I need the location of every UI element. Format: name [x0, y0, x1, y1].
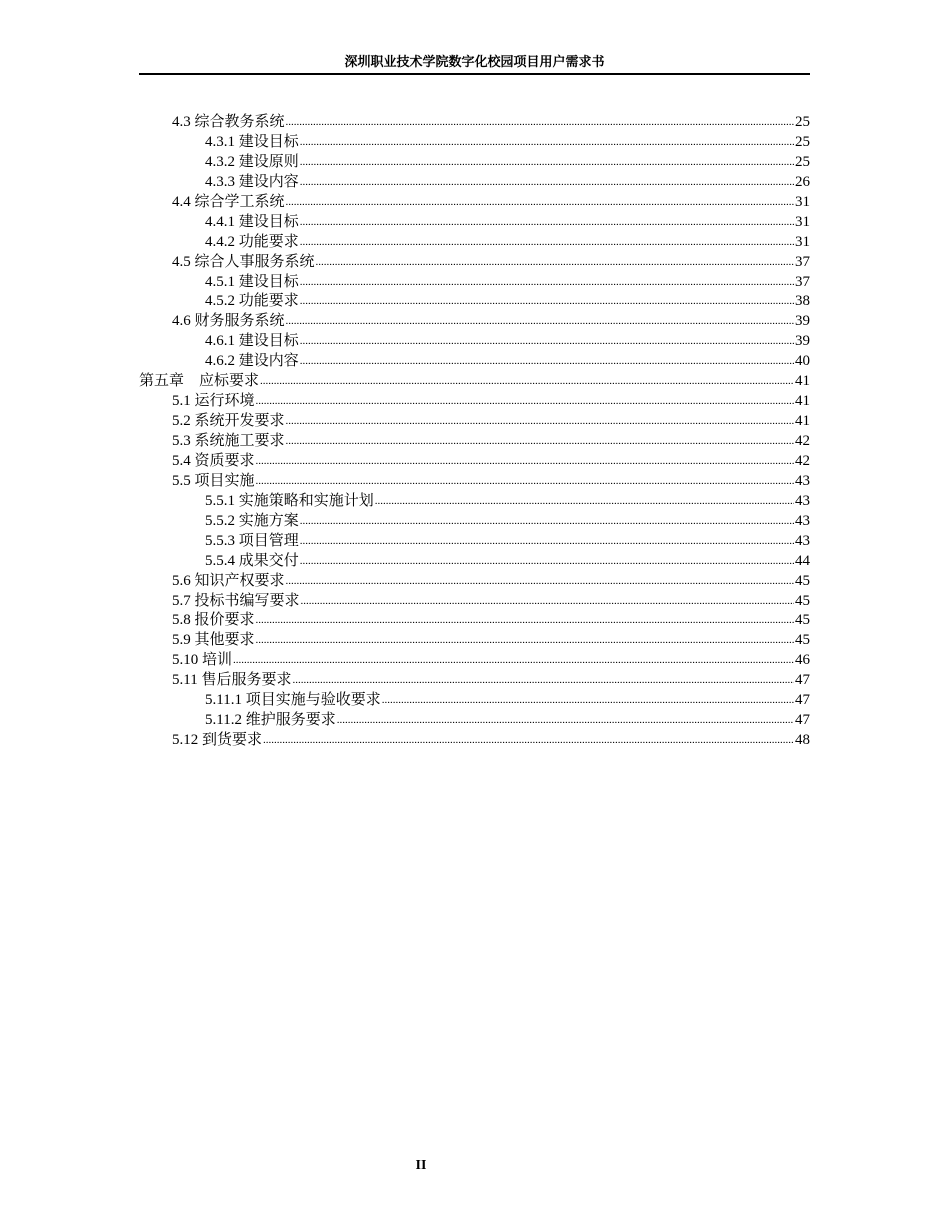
- toc-entry-title: 5.4 资质要求: [172, 452, 255, 469]
- toc-entry[interactable]: [139, 213, 810, 233]
- toc-entry[interactable]: [139, 611, 810, 631]
- toc-entry-page: 43: [795, 512, 810, 529]
- toc-entry[interactable]: [139, 412, 810, 432]
- toc-entry[interactable]: [139, 512, 810, 532]
- toc-dot-leader: [286, 312, 794, 332]
- toc-entry-page: 41: [795, 393, 810, 410]
- toc-entry-page: 41: [795, 373, 810, 390]
- toc-entry-title: 5.3 系统施工要求: [172, 433, 285, 449]
- toc-entry[interactable]: [139, 711, 810, 731]
- toc-entry-title: 4.4.1 建设目标: [205, 213, 299, 230]
- toc-entry-page: 47: [795, 672, 810, 689]
- toc-entry[interactable]: [139, 472, 810, 492]
- toc-entry-title: 5.5.4 成果交付: [205, 552, 299, 569]
- toc-entry-page: 31: [795, 213, 810, 230]
- toc-dot-leader: [300, 173, 794, 193]
- toc-entry[interactable]: [139, 532, 810, 552]
- toc-dot-leader: [256, 392, 794, 412]
- toc-entry-title: 5.6 知识产权要求: [172, 572, 285, 589]
- toc-dot-leader: [286, 432, 794, 452]
- toc-entry-page: 45: [795, 632, 810, 649]
- toc-dot-leader: [375, 492, 794, 512]
- toc-entry[interactable]: [139, 153, 810, 173]
- document-title: 深圳职业技术学院数字化校园项目用户需求书: [344, 55, 605, 70]
- toc-entry-page: 43: [795, 472, 810, 489]
- toc-entry-title: 5.11.2 维护服务要求: [205, 712, 336, 729]
- toc-entry-page: 39: [795, 333, 810, 350]
- toc-dot-leader: [286, 572, 794, 592]
- toc-entry-title: 4.5 综合人事服务系统: [172, 253, 315, 270]
- toc-entry-page: 37: [795, 273, 810, 290]
- toc-entry-page: 41: [795, 413, 810, 430]
- toc-entry-title: 4.3.2 建设原则: [205, 153, 299, 170]
- toc-entry-title: 5.11.1 项目实施与验收要求: [205, 692, 381, 709]
- toc-dot-leader: [301, 592, 794, 612]
- toc-entry[interactable]: [139, 452, 810, 472]
- toc-entry-page: 25: [795, 114, 810, 130]
- toc-dot-leader: [300, 213, 794, 233]
- toc-entry-page: 31: [795, 233, 810, 250]
- toc-entry[interactable]: [139, 631, 810, 651]
- toc-entry[interactable]: [139, 233, 810, 253]
- toc-entry-page: 48: [795, 732, 810, 749]
- toc-entry[interactable]: [139, 113, 810, 133]
- toc-entry[interactable]: [139, 392, 810, 412]
- toc-entry-title: 5.5.2 实施方案: [205, 512, 299, 529]
- toc-entry[interactable]: [139, 691, 810, 711]
- toc-entry-page: 46: [795, 652, 810, 669]
- toc-entry[interactable]: [139, 133, 810, 153]
- toc-entry-title: 4.3 综合教务系统: [172, 114, 285, 130]
- toc-entry[interactable]: [139, 651, 810, 671]
- toc-entry-page: 43: [795, 492, 810, 509]
- toc-entry[interactable]: [139, 332, 810, 352]
- toc-dot-leader: [300, 273, 794, 293]
- toc-entry[interactable]: [139, 572, 810, 592]
- toc-dot-leader: [286, 113, 794, 133]
- toc-entry[interactable]: [139, 552, 810, 572]
- toc-entry[interactable]: [139, 273, 810, 293]
- toc-dot-leader: [260, 372, 794, 392]
- toc-entry-title: 5.8 报价要求: [172, 612, 255, 629]
- toc-dot-leader: [256, 452, 794, 472]
- toc-dot-leader: [300, 532, 794, 552]
- page-number: II: [415, 1158, 427, 1173]
- page-header: [139, 55, 810, 75]
- toc-entry-title: 5.5.3 项目管理: [205, 532, 299, 549]
- toc-entry-title: 5.7 投标书编写要求: [172, 592, 300, 609]
- toc-entry-page: 38: [795, 293, 810, 310]
- toc-dot-leader: [300, 133, 794, 153]
- toc-entry[interactable]: [139, 193, 810, 213]
- toc-entry-title: 5.1 运行环境: [172, 393, 255, 410]
- toc-entry-title: 5.5 项目实施: [172, 472, 255, 489]
- toc-entry-page: 44: [795, 552, 810, 569]
- toc-entry[interactable]: [139, 372, 810, 392]
- toc-entry-title: 4.4.2 功能要求: [205, 233, 299, 250]
- toc-entry-page: 25: [795, 133, 810, 150]
- toc-entry-page: 40: [795, 353, 810, 370]
- toc-entry[interactable]: [139, 312, 810, 332]
- toc-dot-leader: [256, 631, 794, 651]
- toc-entry-page: 45: [795, 612, 810, 629]
- toc-entry-title: 5.2 系统开发要求: [172, 413, 285, 430]
- toc-entry[interactable]: [139, 173, 810, 193]
- toc-entry-page: 26: [795, 173, 810, 190]
- toc-dot-leader: [300, 332, 794, 352]
- toc-dot-leader: [382, 691, 794, 711]
- toc-entry-page: 47: [795, 692, 810, 709]
- toc-dot-leader: [286, 193, 794, 213]
- toc-entry-page: 42: [795, 452, 810, 469]
- toc-entry-title: 4.6 财务服务系统: [172, 313, 285, 330]
- toc-entry-title: 4.5.2 功能要求: [205, 293, 299, 310]
- toc-entry-title: 第五章 应标要求: [139, 373, 260, 390]
- toc-dot-leader: [292, 671, 794, 691]
- toc-entry[interactable]: [139, 352, 810, 372]
- toc-entry[interactable]: [139, 731, 810, 751]
- toc-dot-leader: [300, 153, 794, 173]
- toc-entry-title: 5.9 其他要求: [172, 632, 255, 649]
- toc-entry-title: 4.6.2 建设内容: [205, 353, 299, 370]
- toc-dot-leader: [286, 412, 794, 432]
- toc-entry-title: 4.3.3 建设内容: [205, 173, 299, 190]
- toc-entry-page: 37: [795, 253, 810, 270]
- toc-entry-page: 45: [795, 572, 810, 589]
- toc-entry[interactable]: [139, 671, 810, 691]
- toc-entry[interactable]: [139, 432, 810, 452]
- toc-entry-title: 4.3.1 建设目标: [205, 133, 299, 150]
- toc-entry-title: 4.5.1 建设目标: [205, 273, 299, 290]
- toc-entry[interactable]: [139, 592, 810, 612]
- toc-entry-page: 47: [795, 712, 810, 729]
- toc-entry[interactable]: [139, 253, 810, 273]
- toc-entry-title: 5.10 培训: [172, 652, 233, 669]
- toc-entry[interactable]: [139, 492, 810, 512]
- toc-entry-page: 25: [795, 153, 810, 170]
- table-of-contents: [139, 113, 810, 751]
- toc-dot-leader: [337, 711, 794, 731]
- toc-dot-leader: [263, 731, 794, 751]
- toc-entry[interactable]: [139, 292, 810, 312]
- toc-entry-page: 45: [795, 592, 810, 609]
- toc-entry-title: 4.6.1 建设目标: [205, 333, 299, 350]
- toc-dot-leader: [300, 512, 794, 532]
- toc-entry-title: 5.5.1 实施策略和实施计划: [205, 492, 374, 509]
- toc-dot-leader: [256, 611, 794, 631]
- toc-entry-title: 5.11 售后服务要求: [172, 672, 292, 689]
- toc-dot-leader: [256, 472, 794, 492]
- toc-dot-leader: [316, 253, 794, 273]
- toc-dot-leader: [300, 552, 794, 572]
- toc-entry-title: 4.4 综合学工系统: [172, 193, 285, 210]
- toc-entry-title: 5.12 到货要求: [172, 732, 263, 749]
- toc-dot-leader: [300, 352, 794, 372]
- toc-entry-page: 31: [795, 193, 810, 210]
- toc-dot-leader: [300, 233, 794, 253]
- toc-entry-page: 43: [795, 532, 810, 549]
- toc-entry-page: 42: [795, 433, 810, 449]
- toc-entry-page: 39: [795, 313, 810, 330]
- toc-dot-leader: [300, 292, 794, 312]
- toc-dot-leader: [233, 651, 794, 671]
